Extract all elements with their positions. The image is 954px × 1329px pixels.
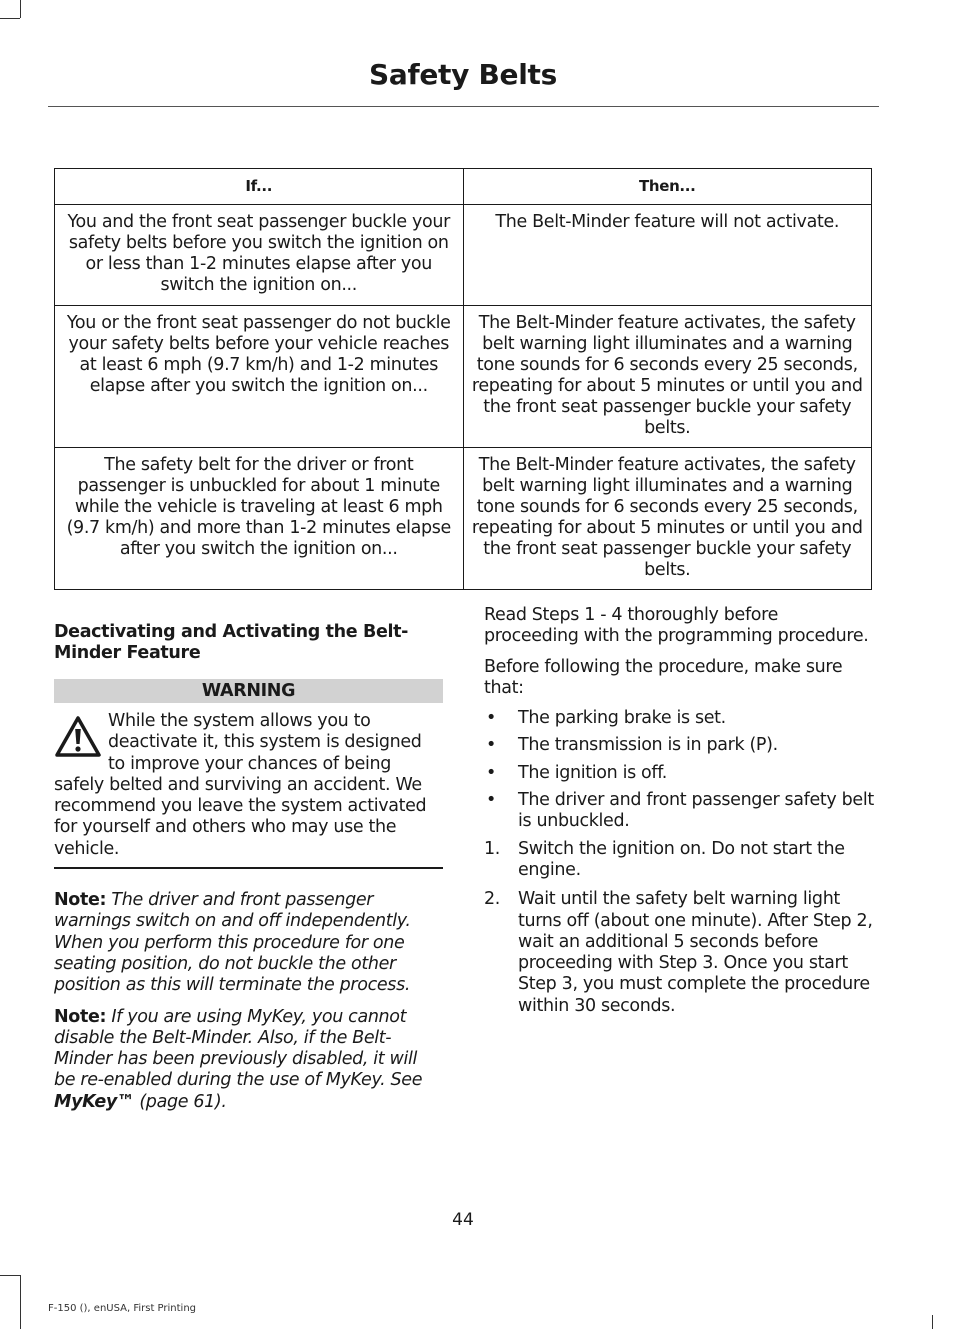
left-column [54,622,443,1123]
crop-mark [932,1315,933,1329]
table-header-row [55,169,872,205]
step-text: Wait until the safety belt warning light turns off (about one minute). After Step 2, wait an additional 5 seconds before proceeding with Step 3. Once you start Step 3, you must complete the procedure within 30 seconds. [518,889,873,1016]
note-label: Note: [54,1006,107,1027]
crop-mark [0,1275,20,1276]
step-text: Switch the ignition on. Do not start the engine. [518,838,845,880]
warning-triangle-icon [54,715,102,759]
mykey-reference-link[interactable]: MyKey™ [54,1091,135,1112]
footer-text: F-150 (), enUSA, First Printing [48,1303,197,1314]
step-number: 2. [484,889,500,910]
table-row [55,306,872,448]
step-item [484,889,874,1017]
table-cell-if: The safety belt for the driver or front passenger is unbuckled for about 1 minute while the vehicle is traveling at least 6 mph (9.7 km/h) and more than 1-2 minutes elapse after you switch the ignition on... [55,448,464,590]
note-label: Note: [54,890,107,911]
table-cell-then: The Belt-Minder feature activates, the safety belt warning light illuminates and a warning tone sounds for 6 seconds every 25 seconds, repeating for about 5 minutes or until you and the front seat passenger buckle your safety belts. [463,306,872,448]
crop-mark [0,18,20,19]
precondition-list [484,708,874,832]
step-number: 1. [484,838,500,859]
table-header-if: If... [55,169,464,205]
page-number: 44 [452,1210,474,1230]
table-row [55,448,872,590]
step-item [484,839,874,882]
procedure-steps [484,839,874,1017]
table-header-then: Then... [463,169,872,205]
table-cell-if: You and the front seat passenger buckle your safety belts before you switch the ignition on or less than 1-2 minutes elapse after you switch the ignition on... [55,205,464,306]
note-text: The driver and front passenger warnings switch on and off independently. When you perform this procedure for one seating position, do not buckle the other position as this will terminate the process. [54,890,411,996]
title-divider [48,106,879,107]
warning-text: While the system allows you to deactivate it, this system is designed to improve your chances of being safely belted and surviving an accident. We recommend you leave the system activated for yourself and others who may use the vehicle. [54,711,427,859]
table-cell-then: The Belt-Minder feature will not activate. [463,205,872,306]
intro-paragraph: Read Steps 1 - 4 thoroughly before proceeding with the programming procedure. [484,605,869,647]
section-heading: Deactivating and Activating the Belt-Minder Feature [54,622,409,663]
crop-mark [20,1275,21,1329]
intro-paragraph: Before following the procedure, make sure that: [484,656,843,698]
note [54,890,443,996]
crop-mark [20,0,21,18]
warning-label: WARNING [54,679,443,703]
note [54,1007,443,1113]
page-title: Safety Belts [369,58,557,91]
table-row [55,205,872,306]
note-text: If you are using MyKey, you cannot disable the Belt-Minder. Also, if the Belt-Minder has been previously disabled, it will be re-enabled during the use of MyKey. See [54,1006,423,1091]
list-item: • The driver and front passenger safety belt is unbuckled. [484,790,874,833]
if-then-table [54,168,872,590]
list-item: • The parking brake is set. [484,708,874,729]
table-cell-then: The Belt-Minder feature activates, the safety belt warning light illuminates and a warning tone sounds for 6 seconds every 25 seconds, repeating for about 5 minutes or until you and the front seat passenger buckle your safety belts. [463,448,872,590]
page-reference: (page 61). [139,1091,227,1112]
list-item: • The ignition is off. [484,763,874,784]
table-cell-if: You or the front seat passenger do not buckle your safety belts before your vehicle reaches at least 6 mph (9.7 km/h) and 1-2 minutes elapse after you switch the ignition on... [55,306,464,448]
warning-box [54,679,443,869]
right-column [484,605,874,1025]
list-item: • The transmission is in park (P). [484,735,874,756]
